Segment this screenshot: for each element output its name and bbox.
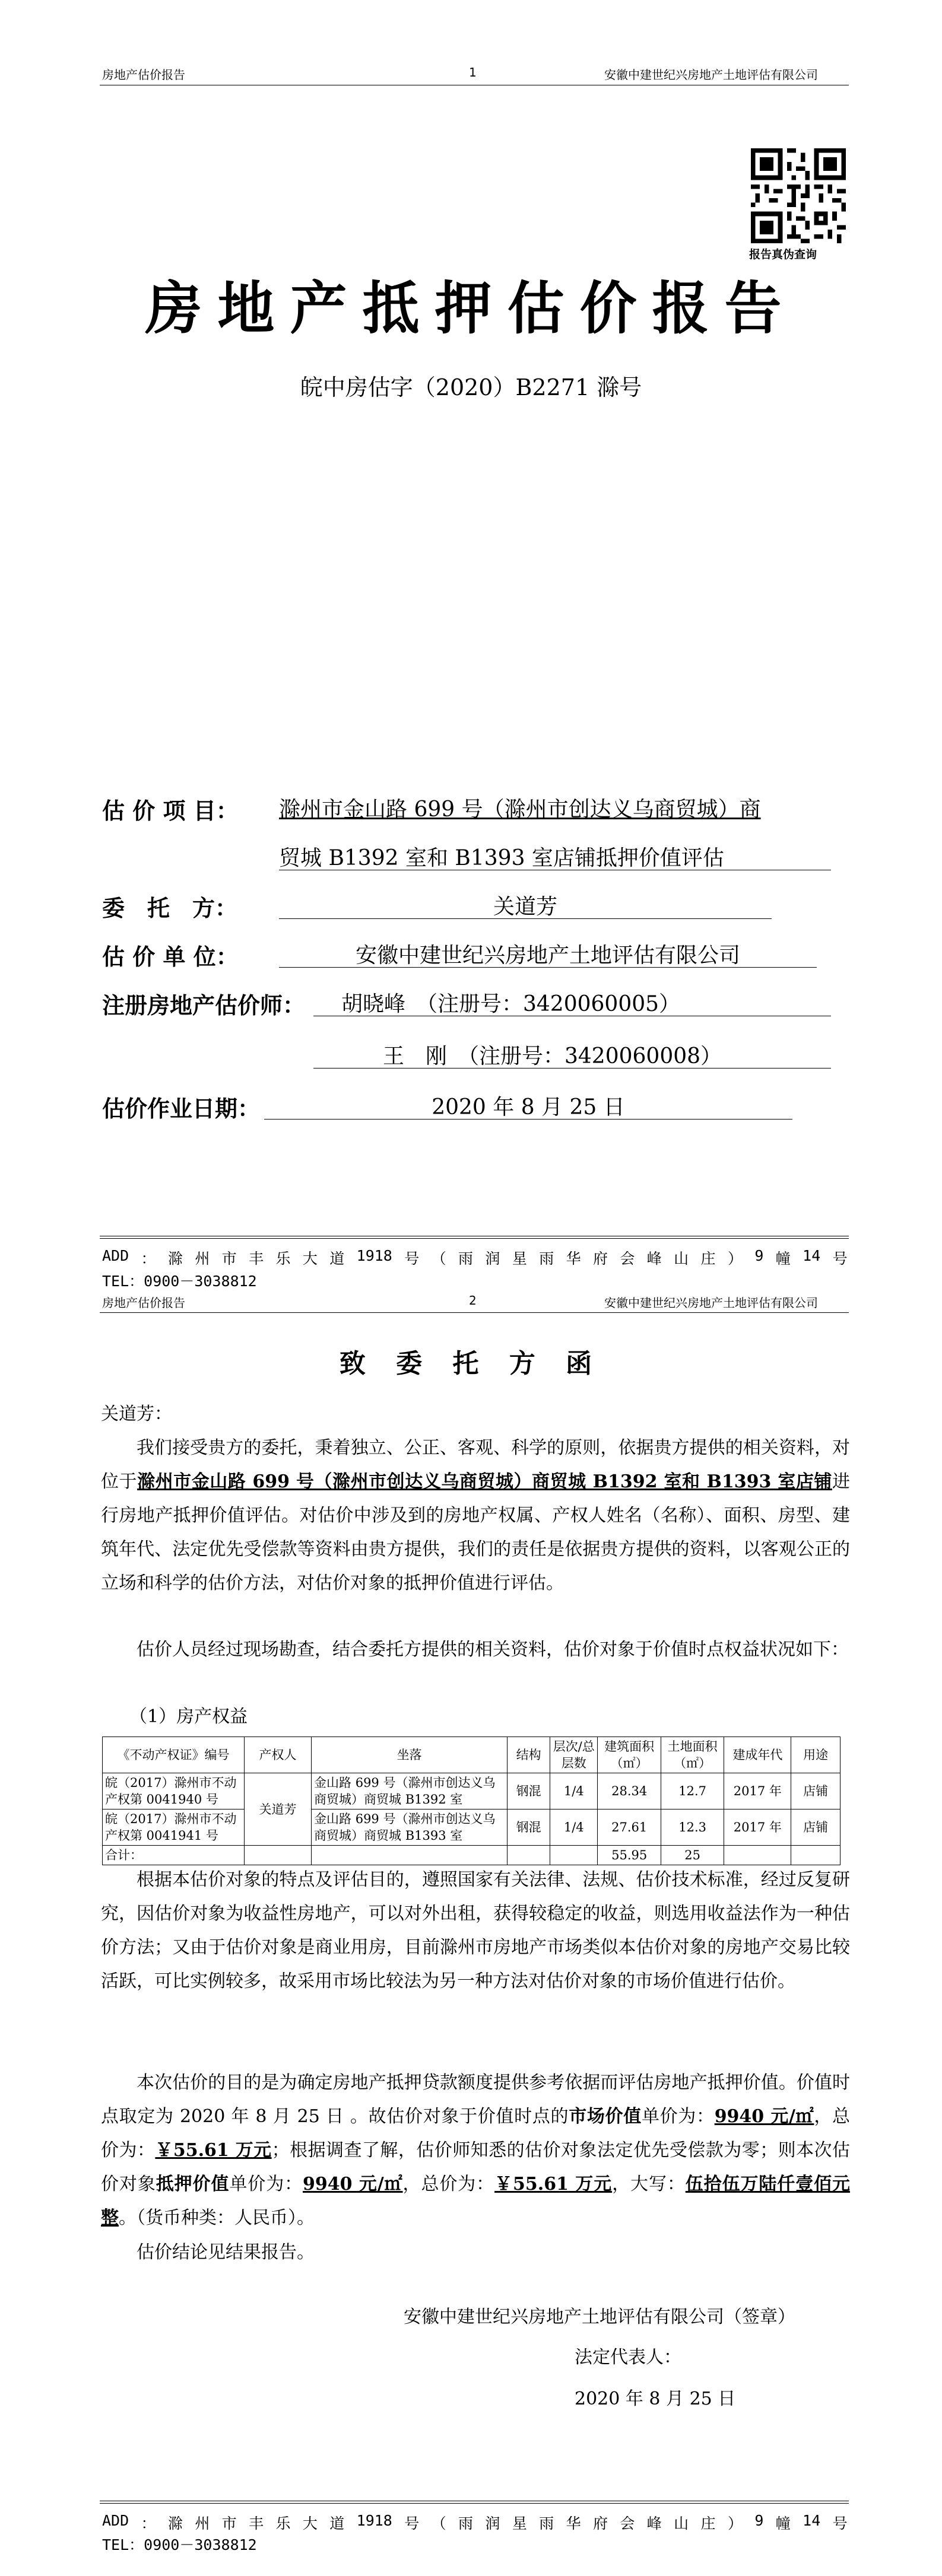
page2-header-left: 房地产估价报告 (102, 1296, 185, 1310)
table-cell: 店铺 (791, 1773, 840, 1809)
table-row (103, 1809, 840, 1846)
footer-address-part: 9 (754, 2512, 764, 2529)
p4-middle: ；根据调查了解，估价师知悉的估价对象法定优先受偿款为零；则本次估价对象 (101, 2140, 851, 2195)
page2-header-rule (100, 1312, 849, 1313)
page1-footer-address (102, 1247, 848, 1268)
property-rights-subtitle: （1）房产权益 (129, 1706, 248, 1727)
footer-address-part: 乐 (275, 2515, 291, 2532)
p4-market-unit-price: 9940 元/㎡ (714, 2106, 814, 2127)
footer-address-part: ： (141, 1250, 156, 1267)
table-cell: 皖（2017）滁州市不动产权第 0041941 号 (103, 1809, 245, 1846)
footer-address-part: 道 (329, 1250, 345, 1267)
project-label: 估 价 项 目： (102, 798, 239, 824)
p4-mortgage-unit-price: 9940 元/㎡ (303, 2174, 403, 2195)
paragraph-2: 估价人员经过现场勘查，结合委托方提供的相关资料，估价对象于价值时点权益状况如下： (137, 1639, 849, 1660)
footer-address-part: ： (141, 2515, 156, 2532)
page2-header-page-number: 2 (469, 1293, 477, 1308)
footer-address-part: 会 (620, 1250, 635, 1267)
footer-address-part: 州 (195, 1250, 210, 1267)
footer-address-part: ） (727, 2515, 743, 2532)
p4-capital-amount: 伍拾伍万陆仟壹佰元整 (101, 2174, 851, 2228)
footer-address-part: 雨 (539, 2515, 554, 2532)
page1-footer-rule (100, 1236, 849, 1239)
footer-address-part: 峰 (646, 1250, 662, 1267)
property-rights-table (102, 1737, 840, 1865)
paragraph-1 (101, 1431, 850, 1600)
footer-address-part: 大 (302, 1250, 318, 1267)
page1-footer-tel: TEL：0900－3038812 (102, 1273, 257, 1290)
footer-address-part: 市 (221, 2515, 237, 2532)
footer-address-part: （ (431, 1250, 446, 1267)
p4-total-label: ，总价为： (101, 2106, 851, 2161)
page1-header-left: 房地产估价报告 (102, 68, 185, 82)
footer-address-part: 号 (404, 1250, 420, 1267)
footer-address-part: 市 (221, 1250, 237, 1267)
paragraph-1-intro: 我们接受贵方的委托，秉着独立、公正、客观、科学的原则，依据贵方提供的相关资料，对位于 (101, 1438, 850, 1492)
page2-footer-rule (100, 2501, 849, 2504)
footer-address-part: 号 (404, 2515, 420, 2532)
footer-address-part: 山 (674, 2515, 689, 2532)
table-header: 结构 (508, 1737, 550, 1773)
footer-address-part: 润 (485, 2515, 500, 2532)
signature-company: 安徽中建世纪兴房地产土地评估有限公司（签章） (404, 2307, 795, 2327)
p4-market-total: ￥55.61 万元 (155, 2140, 272, 2161)
table-cell: 27.61 (598, 1809, 661, 1846)
footer-address-part: 大 (302, 2515, 318, 2532)
table-cell: 12.7 (661, 1773, 724, 1809)
footer-address-part: 1918 (356, 2512, 392, 2529)
footer-address-part: 峰 (646, 2515, 662, 2532)
footer-address-part: 幢 (775, 2515, 791, 2532)
footer-address-part: 滁 (167, 2515, 183, 2532)
table-total-area: 55.95 (598, 1846, 661, 1865)
appraiser-2: 王 刚 （注册号：3420060008） (383, 1044, 722, 1068)
footer-address-part: ADD (102, 1247, 129, 1264)
p4-capital-label: ，大写： (612, 2174, 686, 2195)
client-underline (279, 918, 772, 919)
report-number: 皖中房估字（2020）B2271 滁号 (300, 374, 642, 400)
table-total-row (103, 1846, 840, 1865)
p4-mortgage-total: ￥55.61 万元 (494, 2174, 613, 2195)
footer-address-part: 号 (832, 1250, 848, 1267)
table-cell: 金山路 699 号（滁州市创达义乌商贸城）商贸城 B1393 室 (312, 1809, 508, 1846)
qr-code-icon (751, 148, 846, 243)
p4-intro: 本次估价的目的是为确定房地产抵押贷款额度提供参考依据而评估房地产抵押价值。价值时点取定为 2020 年 8 月 25 日 。故估价对象于价值时点的 (101, 2072, 850, 2127)
appraiser-label: 注册房地产估价师： (102, 993, 306, 1019)
footer-address-part: 滁 (167, 1250, 183, 1267)
letter-title: 致 委 托 方 函 (339, 1349, 603, 1379)
table-header: 层次/总层数 (550, 1737, 598, 1773)
paragraph-5: 估价结论见结果报告。 (137, 2242, 315, 2263)
valuation-unit-value: 安徽中建世纪兴房地产土地评估有限公司 (355, 943, 740, 968)
client-value: 关道芳 (493, 895, 557, 919)
p4-unit-label-2: 单价为： (229, 2174, 303, 2195)
table-header: 用途 (791, 1737, 840, 1773)
p4-currency: 。（货币种类：人民币）。 (119, 2208, 315, 2228)
footer-address-part: 华 (566, 1250, 581, 1267)
client-label: 委 托 方： (102, 895, 238, 921)
footer-address-part: 雨 (458, 2515, 474, 2532)
table-cell: 12.3 (661, 1809, 724, 1846)
table-cell-owner: 关道芳 (245, 1773, 312, 1846)
page2-header-right: 安徽中建世纪兴房地产土地评估有限公司 (604, 1296, 818, 1310)
p4-unit-label: 单价为： (641, 2106, 715, 2127)
paragraph-1-rest: 进行房地产抵押价值评估。对估价中涉及到的房地产权属、产权人姓名（名称）、面积、房型、建筑年代、法定优先受偿款等资料由贵方提供，我们的责任是依据贵方提供的资料，以客观公正的立场和科学的估价方法，对估价对象的抵押价值进行评估。 (101, 1471, 851, 1594)
footer-address-part: 庄 (700, 1250, 716, 1267)
qr-caption: 报告真伪查询 (749, 248, 817, 261)
work-date-value: 2020 年 8 月 25 日 (432, 1095, 625, 1120)
p4-total-label-2: ，总价为： (402, 2174, 495, 2195)
paragraph-1-property: 滁州市金山路 699 号（滁州市创达义乌商贸城）商贸城 B1392 室和 B1393 室店铺 (137, 1471, 833, 1492)
footer-address-part: 星 (512, 2515, 527, 2532)
page1-header-right: 安徽中建世纪兴房地产土地评估有限公司 (604, 68, 818, 82)
valuation-unit-underline (279, 967, 817, 968)
paragraph-3: 根据本估价对象的特点及评估目的，遵照国家有关法律、法规、估价技术标准，经过反复研究，因估价对象为收益性房地产，可以对外出租，获得较稳定的收益，则选用收益法作为一种估价方法；又由于估价对象是商业用房，目前滁州市房地产市场类似本估价对象的房地产交易比较活跃，可比实例较多，故采用市场比较法为另一种方法对估价对象的市场价值进行估价。 (101, 1869, 850, 1992)
footer-address-part: 号 (832, 2515, 848, 2532)
footer-address-part: 府 (592, 2515, 608, 2532)
project-value-line2: 贸城 B1392 室和 B1393 室店铺抵押价值评估 (279, 846, 724, 870)
p4-mortgage-value: 抵押价值 (156, 2174, 230, 2195)
footer-address-part: 雨 (458, 1250, 474, 1267)
table-header: 建筑面积（㎡） (598, 1737, 661, 1773)
table-cell: 店铺 (791, 1809, 840, 1846)
footer-address-part: 州 (195, 2515, 210, 2532)
valuation-unit-label: 估 价 单 位： (102, 944, 239, 970)
footer-address-part: 丰 (249, 1250, 264, 1267)
work-date-label: 估价作业日期： (102, 1096, 261, 1122)
footer-address-part: 14 (803, 1247, 821, 1264)
footer-address-part: ） (727, 1250, 743, 1267)
footer-address-part: 14 (803, 2512, 821, 2529)
page2-footer-address (102, 2512, 848, 2533)
table-cell: 钢混 (508, 1809, 550, 1846)
footer-address-part: 庄 (700, 2515, 716, 2532)
signature-representative: 法定代表人： (575, 2347, 681, 2368)
footer-address-part: 润 (485, 1250, 500, 1267)
paragraph-4 (101, 2066, 850, 2235)
footer-address-part: 道 (329, 2515, 345, 2532)
table-header: 产权人 (245, 1737, 312, 1773)
table-header: 坐落 (312, 1737, 508, 1773)
footer-address-part: 9 (754, 1247, 764, 1264)
footer-address-part: 会 (620, 2515, 635, 2532)
table-row (103, 1773, 840, 1809)
footer-address-part: 华 (566, 2515, 581, 2532)
footer-address-part: 雨 (539, 1250, 554, 1267)
table-cell: 2017 年 (724, 1773, 791, 1809)
table-cell: 金山路 699 号（滁州市创达义乌商贸城）商贸城 B1392 室 (312, 1773, 508, 1809)
table-header-row (103, 1737, 840, 1773)
appraiser-1: 胡晓峰 （注册号：3420060005） (341, 992, 681, 1016)
report-title: 房地产抵押估价报告 (145, 275, 797, 342)
table-total-label: 合计： (103, 1846, 245, 1865)
footer-address-part: （ (431, 2515, 446, 2532)
project-value-line1: 滁州市金山路 699 号（滁州市创达义乌商贸城）商 (279, 797, 761, 822)
footer-address-part: 山 (674, 1250, 689, 1267)
footer-address-part: 幢 (775, 1250, 791, 1267)
footer-address-part: 星 (512, 1250, 527, 1267)
table-header: 土地面积（㎡） (661, 1737, 724, 1773)
footer-address-part: 府 (592, 1250, 608, 1267)
footer-address-part: ADD (102, 2512, 129, 2529)
table-header: 建成年代 (724, 1737, 791, 1773)
salutation: 关道芳： (101, 1404, 172, 1424)
footer-address-part: 乐 (275, 1250, 291, 1267)
work-date-underline (264, 1119, 792, 1120)
table-total-land: 25 (661, 1846, 724, 1865)
table-header: 《不动产权证》编号 (103, 1737, 245, 1773)
table-cell: 皖（2017）滁州市不动产权第 0041940 号 (103, 1773, 245, 1809)
table-cell: 1/4 (550, 1809, 598, 1846)
table-cell: 1/4 (550, 1773, 598, 1809)
signature-date: 2020 年 8 月 25 日 (575, 2389, 736, 2409)
table-cell: 2017 年 (724, 1809, 791, 1846)
table-cell: 28.34 (598, 1773, 661, 1809)
page2-footer-tel: TEL：0900－3038812 (102, 2536, 257, 2553)
footer-address-part: 丰 (249, 2515, 264, 2532)
p4-market-value: 市场价值 (569, 2106, 642, 2127)
table-cell: 钢混 (508, 1773, 550, 1809)
footer-address-part: 1918 (356, 1247, 392, 1264)
page1-header-page-number: 1 (469, 65, 477, 79)
